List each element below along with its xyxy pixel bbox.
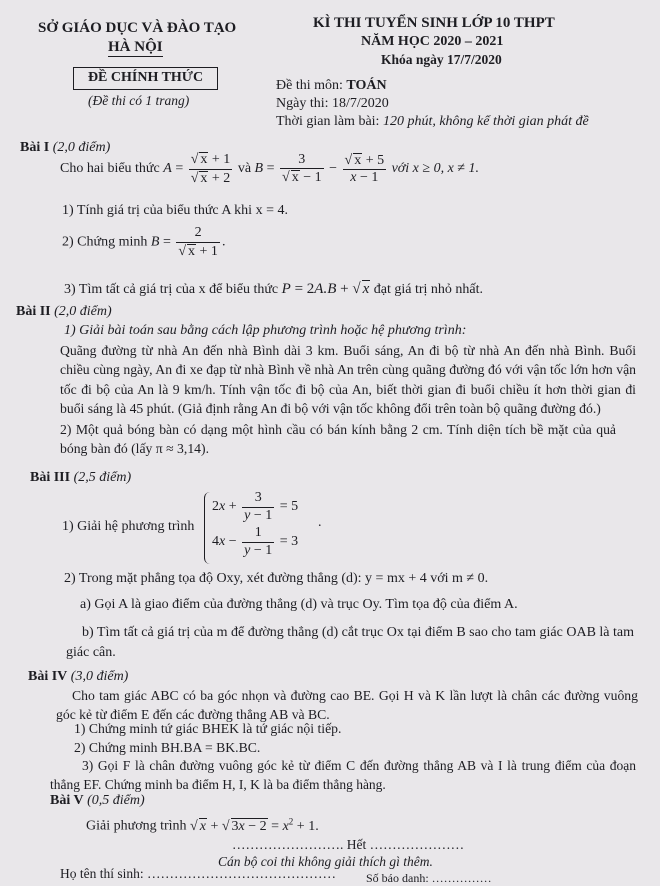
expr-b-proof: $\frac{2}{√ x + 1}$ (178, 225, 218, 259)
exam-date: Ngày thi: 18/7/2020 (276, 96, 389, 111)
bai5-heading (50, 793, 145, 809)
bai3-heading (30, 470, 131, 486)
bai1-q1: 1) Tính giá trị của biểu thức A khi x = 4. (62, 203, 288, 218)
system-brace (204, 492, 211, 564)
exam-course: Khóa ngày 17/7/2020 (381, 52, 502, 67)
bai1-and: và (237, 161, 252, 177)
bai4-points: (3,0 điểm) (70, 669, 129, 684)
bai4-title: Bài IV (28, 669, 68, 684)
bai2-points: (2,0 điểm) (54, 304, 112, 319)
bai2-q2: 2) Một quả bóng bàn có dạng một hình cầu có bán kính bằng 2 cm. Tính diện tích bề mặt của quả bóng bàn đó (lấy π ≈ 3,14). (60, 422, 616, 457)
bai3-points: (2,5 điểm) (73, 470, 132, 485)
bai4-intro: Cho tam giác ABC có ba góc nhọn và đường cao BE. Gọi H và K lần lượt là chân các đường vuông góc kẻ từ điểm E đến các đường thẳng AB và BC. (56, 688, 638, 723)
system-period: . (318, 515, 322, 530)
bai5-equation: Giải phương trình √ x + √ $3x - 2 = x^2 + 1$. (86, 816, 319, 834)
subject-label: Đề thi môn: (276, 78, 343, 93)
subject-line (276, 78, 387, 94)
bai1-q3a: 3) Tìm tất cả giá trị của x để biểu thức (64, 282, 279, 297)
time-value: 120 phút, không kể thời gian phát đề (382, 114, 589, 129)
candidate-name-field: Họ tên thí sinh: …………………………………… (60, 866, 336, 881)
dept-name: SỞ GIÁO DỤC VÀ ĐÀO TẠO (38, 20, 237, 36)
bai2-problem: Quãng đường từ nhà An đến nhà Bình dài 3 km. Buổi sáng, An đi bộ từ nhà An đến nhà Bình. Buổi chiều cùng ngày, An đi xe đạp từ nhà Bình về nhà An trên cùng quãng đường đó với vận tốc lớn hơn vận tốc đi bộ của An là 9 km/h. Tính vận tốc đi bộ của An, biết thời gian đi buổi chiều ít hơn thời gian đi buổi sáng là 45 phút. (Giả định rằng An đi bộ với vận tốc không đổi trên toàn bộ quãng đường đó.) (60, 343, 636, 417)
bai5-points: (0,5 điểm) (87, 793, 145, 808)
time-line (276, 114, 589, 130)
bai3-q1: 1) Giải hệ phương trình (62, 519, 195, 534)
subject-value: TOÁN (346, 78, 387, 93)
system-eq1: 2x + $\frac{3}{y - 1}$ = 5 (212, 490, 299, 523)
proctor-note: Cán bộ coi thi không giải thích gì thêm. (218, 854, 433, 869)
bai1-expressions: Cho hai biểu thức A = $\frac{√ x + 1}{√ x + 2}$ và B = $\frac{3}{√ x - 1}$ − $\frac{√ x + 5}{x - 1}$ với x ≥ 0, x ≠ 1. (60, 151, 479, 186)
bai1-condition: với x ≥ 0, x ≠ 1. (391, 161, 479, 177)
bai1-q3-line: 3) Tìm tất cả giá trị của x để biểu thức P = 2A.B + √ x đạt giá trị nhỏ nhất. (64, 281, 484, 297)
bai3-q2: 2) Trong mặt phẳng tọa độ Oxy, xét đường thẳng (d): y = mx + 4 với m ≠ 0. (64, 571, 489, 586)
system-eq2: 4x − $\frac{1}{y - 1}$ = 3 (212, 525, 299, 558)
bai1-intro: Cho hai biểu thức (60, 161, 160, 177)
time-label: Thời gian làm bài: (276, 114, 380, 129)
bai1-q2-line: 2) Chứng minh B = $\frac{2}{√ x + 1}$ . (62, 225, 226, 259)
bai3-title: Bài III (30, 470, 71, 485)
bai3-q2b: b) Tìm tất cả giá trị của m để đường thẳng (d) cắt trục Ox tại điểm B sao cho tam giác OAB là tam giác cân. (66, 625, 635, 660)
bai1-q2: 2) Chứng minh (62, 234, 148, 250)
pages-note: (Đề thi có 1 trang) (88, 93, 190, 108)
bai1-title: Bài I (20, 140, 50, 155)
bai1-q3b: đạt giá trị nhỏ nhất. (373, 282, 484, 297)
bai5-intro: Giải phương trình (86, 818, 187, 834)
school-year: NĂM HỌC 2020 – 2021 (361, 34, 504, 49)
expr-a: $\frac{√ x + 1}{√ x + 2}$ (190, 152, 231, 186)
bai2-heading (16, 304, 112, 320)
bai3-q2a: a) Gọi A là giao điểm của đường thẳng (d) và trục Oy. Tìm tọa độ của điểm A. (80, 597, 518, 612)
bai4-q3: 3) Gọi F là chân đường vuông góc kẻ từ điểm C đến đường thẳng AB và I là trung điểm của đoạn thẳng EF. Chứng minh ba điểm H, I, K là ba điểm thẳng hàng. (50, 758, 636, 793)
expr-b1: $\frac{3}{√ x - 1}$ (282, 151, 322, 186)
bai2-q1: 1) Giải bài toán sau bằng cách lập phương trình hoặc hệ phương trình: (64, 323, 467, 338)
exam-title: KÌ THI TUYỂN SINH LỚP 10 THPT (313, 15, 555, 31)
bai4-q2: 2) Chứng minh BH.BA = BK.BC. (74, 740, 261, 755)
bai2-title: Bài II (16, 304, 51, 319)
candidate-number-field: Số báo danh: …………… (366, 871, 492, 885)
bai4-q1: 1) Chứng minh tứ giác BHEK là tứ giác nội tiếp. (74, 721, 342, 736)
expr-b2: $\frac{√ x + 5}{x - 1}$ (344, 152, 385, 186)
official-label: ĐỀ CHÍNH THỨC (87, 70, 204, 85)
bai5-title: Bài V (50, 793, 84, 808)
end-marker: ……………………. Hết ………………… (232, 837, 465, 852)
bai1-points: (2,0 điểm) (52, 140, 111, 155)
dept-city: HÀ NỘI (108, 39, 163, 55)
bai4-heading (28, 669, 128, 685)
